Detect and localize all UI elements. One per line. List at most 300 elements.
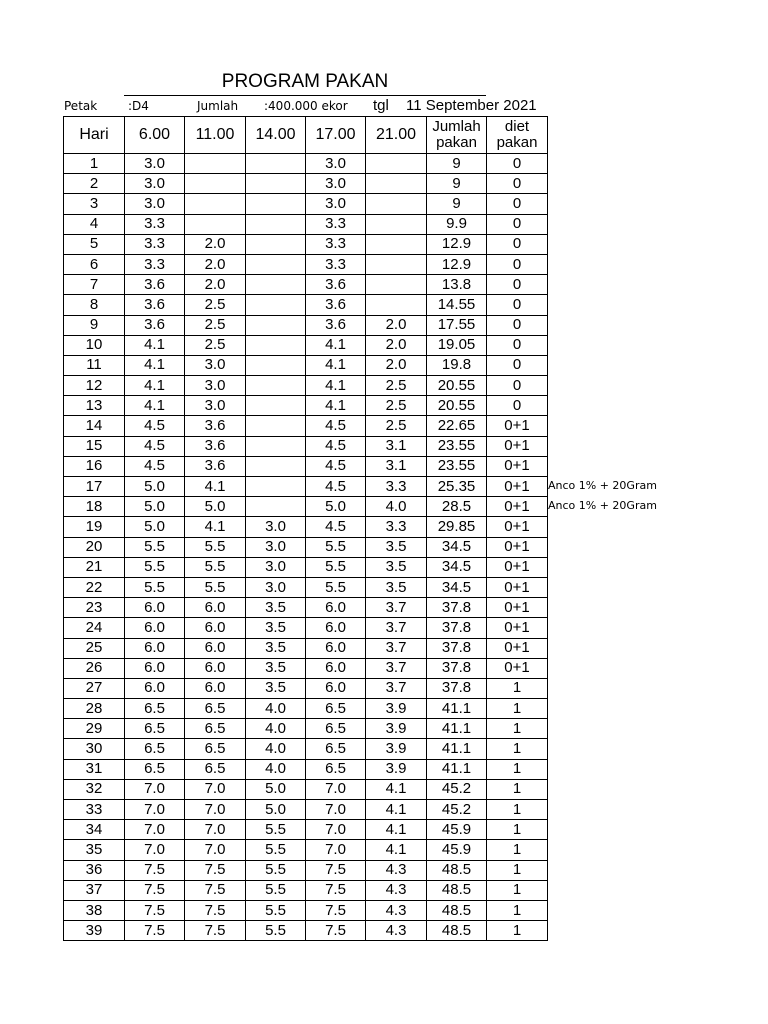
- cell-time-11: 7.5: [185, 921, 246, 941]
- cell-time-17: 3.3: [306, 214, 366, 234]
- cell-time-11: 6.5: [185, 739, 246, 759]
- cell-time-14: 3.0: [246, 577, 306, 597]
- row-note: Anco 1% + 20Gram: [548, 499, 657, 512]
- cell-hari: 39: [64, 921, 125, 941]
- cell-time-14: [246, 214, 306, 234]
- cell-hari: 6: [64, 254, 125, 274]
- cell-time-6: 3.3: [125, 234, 185, 254]
- cell-diet-pakan: 0+1: [487, 618, 548, 638]
- cell-time-11: 7.0: [185, 820, 246, 840]
- cell-time-14: [246, 416, 306, 436]
- cell-time-6: 4.5: [125, 456, 185, 476]
- table-row: [64, 174, 548, 194]
- cell-time-6: 5.5: [125, 557, 185, 577]
- cell-diet-pakan: 0+1: [487, 598, 548, 618]
- cell-time-6: 6.0: [125, 598, 185, 618]
- cell-time-11: 4.1: [185, 517, 246, 537]
- cell-time-11: [185, 214, 246, 234]
- cell-time-17: 3.6: [306, 295, 366, 315]
- cell-time-14: [246, 234, 306, 254]
- cell-time-6: 6.5: [125, 739, 185, 759]
- cell-time-14: [246, 254, 306, 274]
- cell-time-6: 3.0: [125, 194, 185, 214]
- cell-time-14: 5.5: [246, 900, 306, 920]
- cell-time-17: 3.6: [306, 315, 366, 335]
- cell-time-21: 4.1: [366, 800, 427, 820]
- cell-time-17: 5.5: [306, 557, 366, 577]
- cell-jumlah-pakan: 9: [427, 194, 487, 214]
- cell-hari: 35: [64, 840, 125, 860]
- cell-hari: 1: [64, 154, 125, 174]
- header-jumlah-pakan: Jumlah pakan: [427, 117, 487, 154]
- cell-time-11: 6.5: [185, 699, 246, 719]
- table-row: [64, 456, 548, 476]
- cell-jumlah-pakan: 12.9: [427, 234, 487, 254]
- cell-time-11: 7.0: [185, 840, 246, 860]
- cell-time-21: 3.9: [366, 739, 427, 759]
- table-row: [64, 557, 548, 577]
- cell-time-11: [185, 194, 246, 214]
- cell-hari: 24: [64, 618, 125, 638]
- cell-hari: 11: [64, 355, 125, 375]
- cell-hari: 12: [64, 376, 125, 396]
- cell-jumlah-pakan: 19.05: [427, 335, 487, 355]
- cell-time-21: 4.1: [366, 840, 427, 860]
- cell-time-6: 7.5: [125, 921, 185, 941]
- cell-time-21: 4.3: [366, 900, 427, 920]
- cell-diet-pakan: 1: [487, 678, 548, 698]
- table-row: [64, 497, 548, 517]
- cell-hari: 10: [64, 335, 125, 355]
- cell-time-14: [246, 335, 306, 355]
- table-row: [64, 658, 548, 678]
- cell-diet-pakan: 1: [487, 820, 548, 840]
- cell-time-17: 7.0: [306, 840, 366, 860]
- cell-time-17: 4.5: [306, 436, 366, 456]
- cell-time-11: 5.0: [185, 497, 246, 517]
- cell-time-11: 7.5: [185, 880, 246, 900]
- cell-time-11: 3.6: [185, 436, 246, 456]
- cell-jumlah-pakan: 48.5: [427, 921, 487, 941]
- cell-time-21: 4.1: [366, 779, 427, 799]
- cell-hari: 31: [64, 759, 125, 779]
- table-header-row: [64, 117, 548, 154]
- cell-time-21: 3.9: [366, 699, 427, 719]
- cell-time-17: 3.0: [306, 174, 366, 194]
- cell-time-14: [246, 275, 306, 295]
- jumlah-label: Jumlah: [197, 99, 239, 113]
- cell-time-14: 4.0: [246, 739, 306, 759]
- cell-hari: 5: [64, 234, 125, 254]
- cell-time-14: [246, 497, 306, 517]
- cell-time-11: 3.0: [185, 376, 246, 396]
- cell-jumlah-pakan: 37.8: [427, 618, 487, 638]
- header-hari: Hari: [64, 117, 125, 154]
- cell-time-6: 6.0: [125, 678, 185, 698]
- cell-hari: 2: [64, 174, 125, 194]
- cell-time-6: 4.5: [125, 416, 185, 436]
- cell-jumlah-pakan: 34.5: [427, 537, 487, 557]
- row-note: Anco 1% + 20Gram: [548, 479, 657, 492]
- cell-time-11: 6.5: [185, 719, 246, 739]
- cell-hari: 21: [64, 557, 125, 577]
- cell-jumlah-pakan: 20.55: [427, 376, 487, 396]
- cell-jumlah-pakan: 34.5: [427, 577, 487, 597]
- cell-time-17: 6.5: [306, 739, 366, 759]
- header-time-17: 17.00: [306, 117, 366, 154]
- cell-jumlah-pakan: 9: [427, 154, 487, 174]
- cell-time-6: 7.0: [125, 779, 185, 799]
- table-row: [64, 416, 548, 436]
- cell-hari: 3: [64, 194, 125, 214]
- cell-time-17: 6.5: [306, 699, 366, 719]
- cell-time-21: [366, 214, 427, 234]
- cell-time-11: 2.5: [185, 335, 246, 355]
- cell-time-14: 5.5: [246, 820, 306, 840]
- cell-time-14: [246, 436, 306, 456]
- cell-time-21: [366, 154, 427, 174]
- table-row: [64, 436, 548, 456]
- cell-time-14: 5.0: [246, 779, 306, 799]
- cell-diet-pakan: 1: [487, 921, 548, 941]
- cell-hari: 26: [64, 658, 125, 678]
- cell-time-11: 7.0: [185, 800, 246, 820]
- cell-diet-pakan: 0+1: [487, 517, 548, 537]
- cell-time-17: 7.5: [306, 860, 366, 880]
- cell-time-21: 3.9: [366, 759, 427, 779]
- cell-diet-pakan: 0: [487, 254, 548, 274]
- cell-time-11: 7.5: [185, 900, 246, 920]
- cell-time-17: 7.5: [306, 921, 366, 941]
- cell-time-17: 3.3: [306, 254, 366, 274]
- table-row: [64, 396, 548, 416]
- page-title: PROGRAM PAKAN: [221, 71, 389, 92]
- cell-diet-pakan: 0+1: [487, 456, 548, 476]
- cell-time-14: 5.5: [246, 880, 306, 900]
- petak-label: Petak: [64, 99, 98, 113]
- tgl-label: tgl: [373, 97, 389, 114]
- cell-time-6: 7.5: [125, 880, 185, 900]
- cell-time-6: 6.5: [125, 699, 185, 719]
- cell-time-21: 2.5: [366, 376, 427, 396]
- cell-time-17: 5.5: [306, 577, 366, 597]
- table-row: [64, 598, 548, 618]
- cell-diet-pakan: 1: [487, 900, 548, 920]
- cell-jumlah-pakan: 9.9: [427, 214, 487, 234]
- table-row: [64, 779, 548, 799]
- cell-time-14: 3.5: [246, 598, 306, 618]
- cell-time-17: 6.0: [306, 678, 366, 698]
- cell-time-11: 2.0: [185, 254, 246, 274]
- cell-time-11: 2.5: [185, 295, 246, 315]
- cell-hari: 22: [64, 577, 125, 597]
- table-row: [64, 234, 548, 254]
- cell-time-17: 6.5: [306, 759, 366, 779]
- header-time-6: 6.00: [125, 117, 185, 154]
- cell-time-14: [246, 154, 306, 174]
- cell-time-6: 6.5: [125, 759, 185, 779]
- cell-diet-pakan: 1: [487, 759, 548, 779]
- header-diet-pakan: diet pakan: [487, 117, 548, 154]
- cell-jumlah-pakan: 9: [427, 174, 487, 194]
- cell-hari: 4: [64, 214, 125, 234]
- cell-diet-pakan: 0+1: [487, 537, 548, 557]
- cell-jumlah-pakan: 41.1: [427, 699, 487, 719]
- cell-time-17: 3.3: [306, 234, 366, 254]
- cell-time-21: 2.0: [366, 355, 427, 375]
- cell-jumlah-pakan: 37.8: [427, 678, 487, 698]
- table-row: [64, 517, 548, 537]
- cell-time-14: 4.0: [246, 699, 306, 719]
- cell-time-11: 6.0: [185, 598, 246, 618]
- cell-time-14: 5.5: [246, 840, 306, 860]
- cell-diet-pakan: 0+1: [487, 658, 548, 678]
- cell-time-21: 2.5: [366, 396, 427, 416]
- cell-time-6: 6.0: [125, 658, 185, 678]
- cell-time-21: 4.3: [366, 880, 427, 900]
- cell-time-17: 6.0: [306, 658, 366, 678]
- cell-time-14: [246, 456, 306, 476]
- cell-time-11: 6.0: [185, 618, 246, 638]
- cell-jumlah-pakan: 17.55: [427, 315, 487, 335]
- cell-diet-pakan: 0: [487, 214, 548, 234]
- table-row: [64, 537, 548, 557]
- cell-time-17: 6.5: [306, 719, 366, 739]
- cell-jumlah-pakan: 45.9: [427, 840, 487, 860]
- table-row: [64, 275, 548, 295]
- cell-time-11: 2.0: [185, 275, 246, 295]
- cell-time-21: 3.1: [366, 436, 427, 456]
- cell-time-14: [246, 315, 306, 335]
- table-row: [64, 900, 548, 920]
- cell-jumlah-pakan: 37.8: [427, 658, 487, 678]
- cell-time-17: 4.1: [306, 396, 366, 416]
- cell-time-6: 4.1: [125, 376, 185, 396]
- cell-hari: 13: [64, 396, 125, 416]
- cell-diet-pakan: 0: [487, 194, 548, 214]
- cell-time-17: 7.0: [306, 779, 366, 799]
- cell-jumlah-pakan: 48.5: [427, 860, 487, 880]
- table-row: [64, 678, 548, 698]
- cell-hari: 7: [64, 275, 125, 295]
- cell-hari: 9: [64, 315, 125, 335]
- cell-diet-pakan: 1: [487, 860, 548, 880]
- cell-diet-pakan: 0+1: [487, 638, 548, 658]
- cell-time-17: 6.0: [306, 598, 366, 618]
- cell-diet-pakan: 0+1: [487, 497, 548, 517]
- cell-time-17: 6.0: [306, 638, 366, 658]
- cell-hari: 8: [64, 295, 125, 315]
- cell-time-14: [246, 194, 306, 214]
- cell-time-14: 5.5: [246, 921, 306, 941]
- cell-hari: 25: [64, 638, 125, 658]
- cell-time-21: 3.1: [366, 456, 427, 476]
- cell-time-6: 7.0: [125, 840, 185, 860]
- cell-time-14: [246, 396, 306, 416]
- cell-time-6: 3.3: [125, 254, 185, 274]
- cell-time-14: 3.5: [246, 618, 306, 638]
- cell-jumlah-pakan: 45.9: [427, 820, 487, 840]
- header-time-14: 14.00: [246, 117, 306, 154]
- cell-time-17: 4.1: [306, 335, 366, 355]
- table-row: [64, 214, 548, 234]
- cell-time-14: 5.0: [246, 800, 306, 820]
- cell-jumlah-pakan: 28.5: [427, 497, 487, 517]
- cell-time-17: 4.1: [306, 376, 366, 396]
- cell-diet-pakan: 0+1: [487, 557, 548, 577]
- cell-diet-pakan: 0+1: [487, 436, 548, 456]
- cell-time-21: [366, 234, 427, 254]
- cell-jumlah-pakan: 14.55: [427, 295, 487, 315]
- cell-diet-pakan: 0+1: [487, 577, 548, 597]
- cell-time-14: 3.0: [246, 517, 306, 537]
- cell-time-17: 7.5: [306, 900, 366, 920]
- cell-time-6: 5.5: [125, 537, 185, 557]
- table-row: [64, 355, 548, 375]
- cell-time-21: 4.1: [366, 820, 427, 840]
- cell-time-6: 4.1: [125, 335, 185, 355]
- cell-time-17: 5.5: [306, 537, 366, 557]
- cell-time-14: 4.0: [246, 759, 306, 779]
- cell-time-21: 3.7: [366, 618, 427, 638]
- cell-jumlah-pakan: 19.8: [427, 355, 487, 375]
- cell-diet-pakan: 0: [487, 355, 548, 375]
- cell-hari: 38: [64, 900, 125, 920]
- cell-time-17: 4.5: [306, 517, 366, 537]
- table-row: [64, 739, 548, 759]
- cell-hari: 14: [64, 416, 125, 436]
- table-row: [64, 254, 548, 274]
- cell-diet-pakan: 0: [487, 335, 548, 355]
- cell-jumlah-pakan: 34.5: [427, 557, 487, 577]
- cell-time-21: 4.3: [366, 860, 427, 880]
- cell-diet-pakan: 0: [487, 275, 548, 295]
- cell-time-21: 3.7: [366, 598, 427, 618]
- cell-time-17: 7.0: [306, 820, 366, 840]
- cell-time-14: [246, 376, 306, 396]
- cell-jumlah-pakan: 25.35: [427, 477, 487, 497]
- cell-time-17: 4.5: [306, 416, 366, 436]
- cell-hari: 29: [64, 719, 125, 739]
- cell-time-11: 6.0: [185, 678, 246, 698]
- cell-hari: 18: [64, 497, 125, 517]
- cell-time-11: 6.0: [185, 638, 246, 658]
- title-underline: [124, 95, 486, 96]
- cell-hari: 15: [64, 436, 125, 456]
- cell-time-21: 2.0: [366, 315, 427, 335]
- cell-time-21: 3.9: [366, 719, 427, 739]
- cell-time-11: 7.5: [185, 860, 246, 880]
- cell-jumlah-pakan: 12.9: [427, 254, 487, 274]
- cell-time-17: 4.5: [306, 456, 366, 476]
- cell-time-14: [246, 174, 306, 194]
- cell-time-6: 7.0: [125, 800, 185, 820]
- cell-time-17: 4.5: [306, 477, 366, 497]
- cell-jumlah-pakan: 41.1: [427, 739, 487, 759]
- cell-time-21: 3.5: [366, 557, 427, 577]
- table-row: [64, 719, 548, 739]
- table-row: [64, 860, 548, 880]
- cell-diet-pakan: 0+1: [487, 416, 548, 436]
- table-row: [64, 820, 548, 840]
- cell-jumlah-pakan: 37.8: [427, 638, 487, 658]
- table-row: [64, 699, 548, 719]
- table-row: [64, 335, 548, 355]
- cell-diet-pakan: 1: [487, 719, 548, 739]
- cell-time-17: 7.0: [306, 800, 366, 820]
- cell-time-6: 3.0: [125, 154, 185, 174]
- cell-jumlah-pakan: 45.2: [427, 779, 487, 799]
- petak-value: :D4: [128, 99, 149, 113]
- cell-time-17: 7.5: [306, 880, 366, 900]
- cell-time-17: 3.6: [306, 275, 366, 295]
- cell-time-6: 3.6: [125, 295, 185, 315]
- cell-time-14: [246, 355, 306, 375]
- cell-time-11: 5.5: [185, 577, 246, 597]
- cell-time-21: 3.3: [366, 477, 427, 497]
- cell-time-6: 6.5: [125, 719, 185, 739]
- cell-time-21: [366, 275, 427, 295]
- cell-diet-pakan: 0: [487, 396, 548, 416]
- cell-time-6: 3.3: [125, 214, 185, 234]
- cell-time-11: 5.5: [185, 537, 246, 557]
- cell-jumlah-pakan: 48.5: [427, 900, 487, 920]
- cell-time-21: 4.0: [366, 497, 427, 517]
- cell-time-6: 7.5: [125, 860, 185, 880]
- cell-time-6: 3.6: [125, 275, 185, 295]
- cell-time-11: 2.0: [185, 234, 246, 254]
- cell-diet-pakan: 1: [487, 840, 548, 860]
- cell-time-14: 3.5: [246, 678, 306, 698]
- cell-diet-pakan: 1: [487, 739, 548, 759]
- cell-time-6: 3.6: [125, 315, 185, 335]
- cell-hari: 17: [64, 477, 125, 497]
- cell-hari: 33: [64, 800, 125, 820]
- table-row: [64, 376, 548, 396]
- cell-hari: 34: [64, 820, 125, 840]
- cell-time-17: 3.0: [306, 194, 366, 214]
- cell-time-21: 3.5: [366, 537, 427, 557]
- table-row: [64, 800, 548, 820]
- cell-time-6: 5.0: [125, 477, 185, 497]
- cell-hari: 28: [64, 699, 125, 719]
- cell-time-6: 7.0: [125, 820, 185, 840]
- cell-time-14: 4.0: [246, 719, 306, 739]
- cell-time-11: 7.0: [185, 779, 246, 799]
- cell-time-21: [366, 254, 427, 274]
- cell-jumlah-pakan: 41.1: [427, 719, 487, 739]
- table-row: [64, 315, 548, 335]
- cell-time-14: [246, 295, 306, 315]
- cell-hari: 32: [64, 779, 125, 799]
- cell-time-11: 5.5: [185, 557, 246, 577]
- feed-program-table: [63, 116, 548, 941]
- cell-time-14: 3.5: [246, 658, 306, 678]
- cell-time-14: 3.0: [246, 537, 306, 557]
- cell-diet-pakan: 0: [487, 315, 548, 335]
- cell-time-21: 3.7: [366, 678, 427, 698]
- table-row: [64, 840, 548, 860]
- cell-time-11: 3.6: [185, 456, 246, 476]
- cell-hari: 19: [64, 517, 125, 537]
- cell-time-21: [366, 174, 427, 194]
- cell-time-6: 3.0: [125, 174, 185, 194]
- cell-diet-pakan: 0: [487, 174, 548, 194]
- cell-time-6: 6.0: [125, 638, 185, 658]
- cell-time-14: [246, 477, 306, 497]
- cell-time-11: [185, 154, 246, 174]
- table-row: [64, 477, 548, 497]
